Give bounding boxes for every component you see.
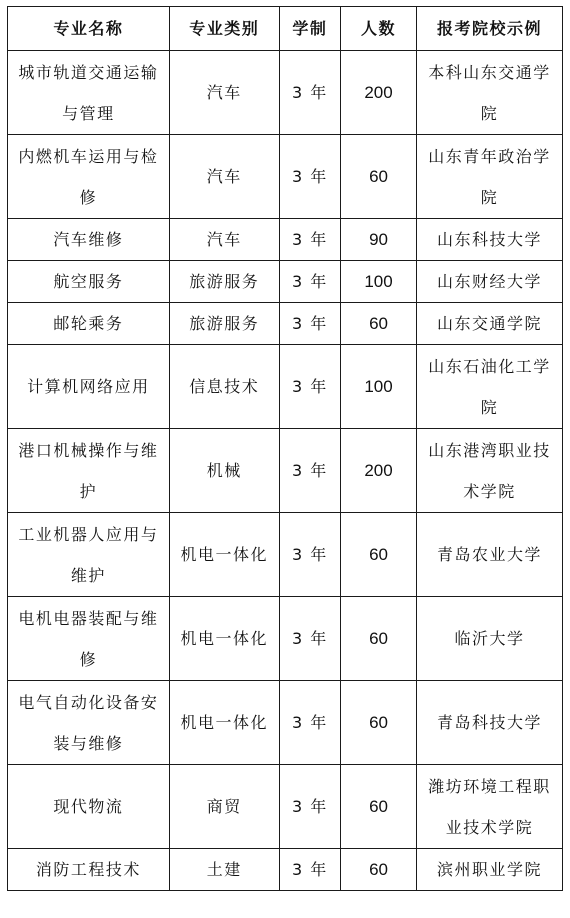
category-cell: 汽车 — [169, 51, 279, 135]
table-row — [8, 597, 563, 681]
category-cell: 机电一体化 — [169, 681, 279, 765]
duration-cell: 3 年 — [279, 765, 340, 849]
header-duration: 学制 — [279, 7, 340, 51]
count-cell: 200 — [340, 51, 416, 135]
major-name-cell: 内燃机车运用与检修 — [8, 135, 170, 219]
header-count: 人数 — [340, 7, 416, 51]
duration-cell: 3 年 — [279, 513, 340, 597]
major-name-cell: 航空服务 — [8, 261, 170, 303]
major-name-cell: 电机电器装配与维修 — [8, 597, 170, 681]
major-name-cell: 计算机网络应用 — [8, 345, 170, 429]
major-name-cell: 城市轨道交通运输与管理 — [8, 51, 170, 135]
header-school-example: 报考院校示例 — [417, 7, 563, 51]
school-cell: 潍坊环境工程职业技术学院 — [417, 765, 563, 849]
school-cell: 山东科技大学 — [417, 219, 563, 261]
count-cell: 90 — [340, 219, 416, 261]
major-name-cell: 消防工程技术 — [8, 849, 170, 891]
duration-cell: 3 年 — [279, 597, 340, 681]
count-cell: 60 — [340, 597, 416, 681]
table-row — [8, 261, 563, 303]
duration-cell: 3 年 — [279, 345, 340, 429]
major-name-cell: 现代物流 — [8, 765, 170, 849]
major-name-cell: 工业机器人应用与维护 — [8, 513, 170, 597]
major-name-cell: 电气自动化设备安装与维修 — [8, 681, 170, 765]
count-cell: 60 — [340, 849, 416, 891]
school-cell: 山东石油化工学院 — [417, 345, 563, 429]
school-cell: 滨州职业学院 — [417, 849, 563, 891]
table-row — [8, 849, 563, 891]
header-major-name: 专业名称 — [8, 7, 170, 51]
count-cell: 60 — [340, 765, 416, 849]
majors-table — [7, 6, 563, 891]
count-cell: 100 — [340, 345, 416, 429]
category-cell: 机电一体化 — [169, 513, 279, 597]
header-row — [8, 7, 563, 51]
table-row — [8, 51, 563, 135]
school-cell: 本科山东交通学院 — [417, 51, 563, 135]
school-cell: 青岛农业大学 — [417, 513, 563, 597]
category-cell: 商贸 — [169, 765, 279, 849]
count-cell: 200 — [340, 429, 416, 513]
table-row — [8, 429, 563, 513]
school-cell: 山东青年政治学院 — [417, 135, 563, 219]
school-cell: 临沂大学 — [417, 597, 563, 681]
header-major-category: 专业类别 — [169, 7, 279, 51]
school-cell: 青岛科技大学 — [417, 681, 563, 765]
count-cell: 60 — [340, 303, 416, 345]
duration-cell: 3 年 — [279, 51, 340, 135]
duration-cell: 3 年 — [279, 261, 340, 303]
major-name-cell: 汽车维修 — [8, 219, 170, 261]
duration-cell: 3 年 — [279, 429, 340, 513]
category-cell: 汽车 — [169, 135, 279, 219]
school-cell: 山东交通学院 — [417, 303, 563, 345]
count-cell: 60 — [340, 513, 416, 597]
table-row — [8, 219, 563, 261]
school-cell: 山东财经大学 — [417, 261, 563, 303]
duration-cell: 3 年 — [279, 849, 340, 891]
table-row — [8, 135, 563, 219]
category-cell: 机电一体化 — [169, 597, 279, 681]
duration-cell: 3 年 — [279, 681, 340, 765]
count-cell: 60 — [340, 681, 416, 765]
category-cell: 旅游服务 — [169, 261, 279, 303]
major-name-cell: 邮轮乘务 — [8, 303, 170, 345]
major-name-cell: 港口机械操作与维护 — [8, 429, 170, 513]
school-cell: 山东港湾职业技术学院 — [417, 429, 563, 513]
count-cell: 100 — [340, 261, 416, 303]
table-row — [8, 303, 563, 345]
duration-cell: 3 年 — [279, 135, 340, 219]
table-row — [8, 513, 563, 597]
table-row — [8, 345, 563, 429]
table-row — [8, 765, 563, 849]
category-cell: 汽车 — [169, 219, 279, 261]
duration-cell: 3 年 — [279, 219, 340, 261]
category-cell: 信息技术 — [169, 345, 279, 429]
category-cell: 旅游服务 — [169, 303, 279, 345]
category-cell: 土建 — [169, 849, 279, 891]
duration-cell: 3 年 — [279, 303, 340, 345]
category-cell: 机械 — [169, 429, 279, 513]
table-row — [8, 681, 563, 765]
count-cell: 60 — [340, 135, 416, 219]
